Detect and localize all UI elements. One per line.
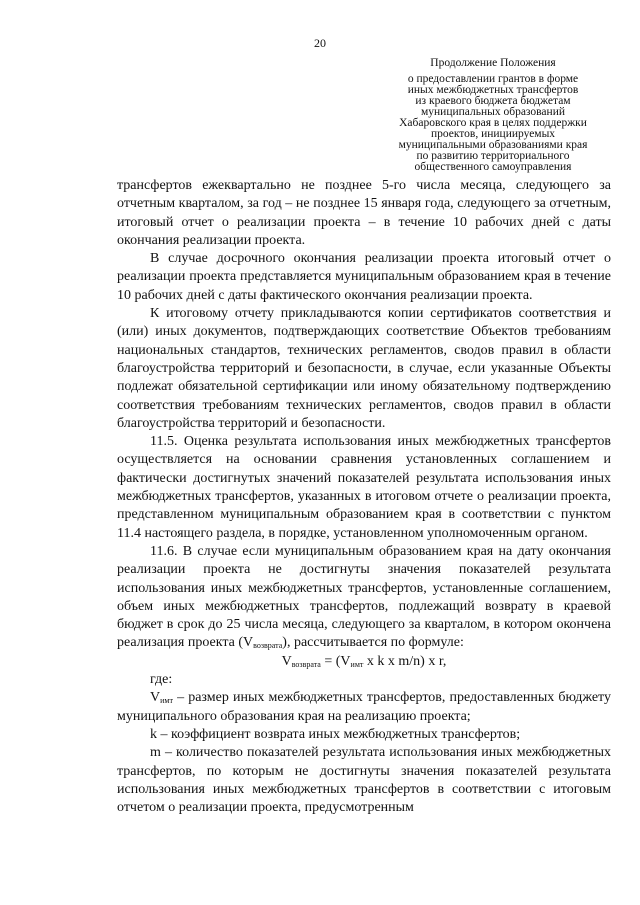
paragraph-certificates: К итоговому отчету прикладываются копии сертификатов соответствия и (или) иных документов, подтверждающих соответствие Объектов требованиям национальных стандартов, технических регламентов, сводов правил в области благоустройства территорий и безопасности, в случае, если указанные Объекты подлежат обязательной сертификации или иному обязательному подтверждению соответствия требованиям технических регламентов, сводов правил в области благоустройства территорий и безопасности. bbox=[117, 306, 611, 431]
definition-m: m – количество показателей результата использования иных межбюджетных трансфертов, по которым не достигнуты значения показателей результата использования иных межбюджетных трансфертов в соответствии с итоговым отчетом о реализации проекта, предусмотренным bbox=[117, 745, 611, 816]
header-line: муниципальных образований bbox=[420, 106, 566, 118]
header-line: из краевого бюджета бюджетам bbox=[415, 95, 571, 107]
paragraph-11-6-tail: ), рассчитывается по формуле: bbox=[282, 635, 464, 651]
subscript-vozvrata: возврата bbox=[253, 641, 283, 651]
header-line: о предоставлении грантов в форме bbox=[407, 73, 579, 85]
definition-v-imt bbox=[117, 689, 611, 726]
header-line: по развитию территориального bbox=[416, 150, 570, 162]
appendix-header bbox=[386, 58, 600, 173]
formula bbox=[117, 653, 611, 671]
paragraph-11-6 bbox=[117, 543, 611, 653]
header-line: общественного самоуправления bbox=[414, 161, 572, 173]
paragraph-11-6-text: 11.6. В случае если муниципальным образованием края на дату окончания реализации проекта не достигнуты значения показателей результата использования иных межбюджетных трансфертов, установленные соглашением, объем иных межбюджетных трансфертов, подлежащий возврату в краевой бюджет в срок до 25 числа месяца, следующего за кварталом, в котором окончена реализация проекта (V bbox=[117, 543, 611, 651]
definition-text: – размер иных межбюджетных трансфертов, предоставленных бюджету муниципального образования края на реализацию проекта; bbox=[117, 690, 611, 724]
header-line: проектов, инициируемых bbox=[430, 128, 556, 140]
header-line: иных межбюджетных трансфертов bbox=[407, 84, 579, 96]
formula-rest: x k x m/n) x r, bbox=[363, 653, 447, 669]
formula-v: V bbox=[281, 653, 292, 669]
paragraph-reporting-deadlines: трансфертов ежеквартально не позднее 5-го числа месяца, следующего за отчетным кварталом, за год – не позднее 15 января года, следующего за отчетным, итоговый отчет о реализации проекта – в течение 10 рабочих дней с даты окончания реализации проекта. bbox=[117, 178, 611, 248]
formula-mid: = (V bbox=[320, 653, 351, 669]
page-number: 20 bbox=[314, 36, 326, 50]
header-title: Продолжение Положения bbox=[430, 57, 556, 69]
formula-v-subscript: возврата bbox=[291, 659, 321, 669]
formula-imt-subscript: имт bbox=[350, 659, 364, 669]
paragraph-11-5: 11.5. Оценка результата использования иных межбюджетных трансфертов осуществляется на основании сравнения установленных соглашением и фактически достигнутых значений показателей результата использования иных межбюджетных трансфертов, указанных в итоговом отчете о реализации проекта, представленном муниципальным образованием края в соответствии с пунктом 11.4 настоящего раздела, в порядке, установленном уполномоченным органом. bbox=[117, 434, 611, 541]
definition-k: k – коэффициент возврата иных межбюджетных трансфертов; bbox=[150, 726, 521, 742]
paragraph-early-completion: В случае досрочного окончания реализации проекта итоговый отчет о реализации проекта представляется муниципальным образованием края в течение 10 рабочих дней с даты фактического окончания реализации проекта. bbox=[117, 251, 611, 303]
header-line: Хабаровского края в целях поддержки bbox=[399, 117, 587, 129]
definition-symbol: V bbox=[150, 690, 161, 706]
where-label: где: bbox=[150, 672, 173, 688]
body-text bbox=[117, 177, 611, 817]
header-line: муниципальными образованиями края bbox=[398, 139, 588, 151]
definition-subscript: имт bbox=[160, 696, 173, 706]
